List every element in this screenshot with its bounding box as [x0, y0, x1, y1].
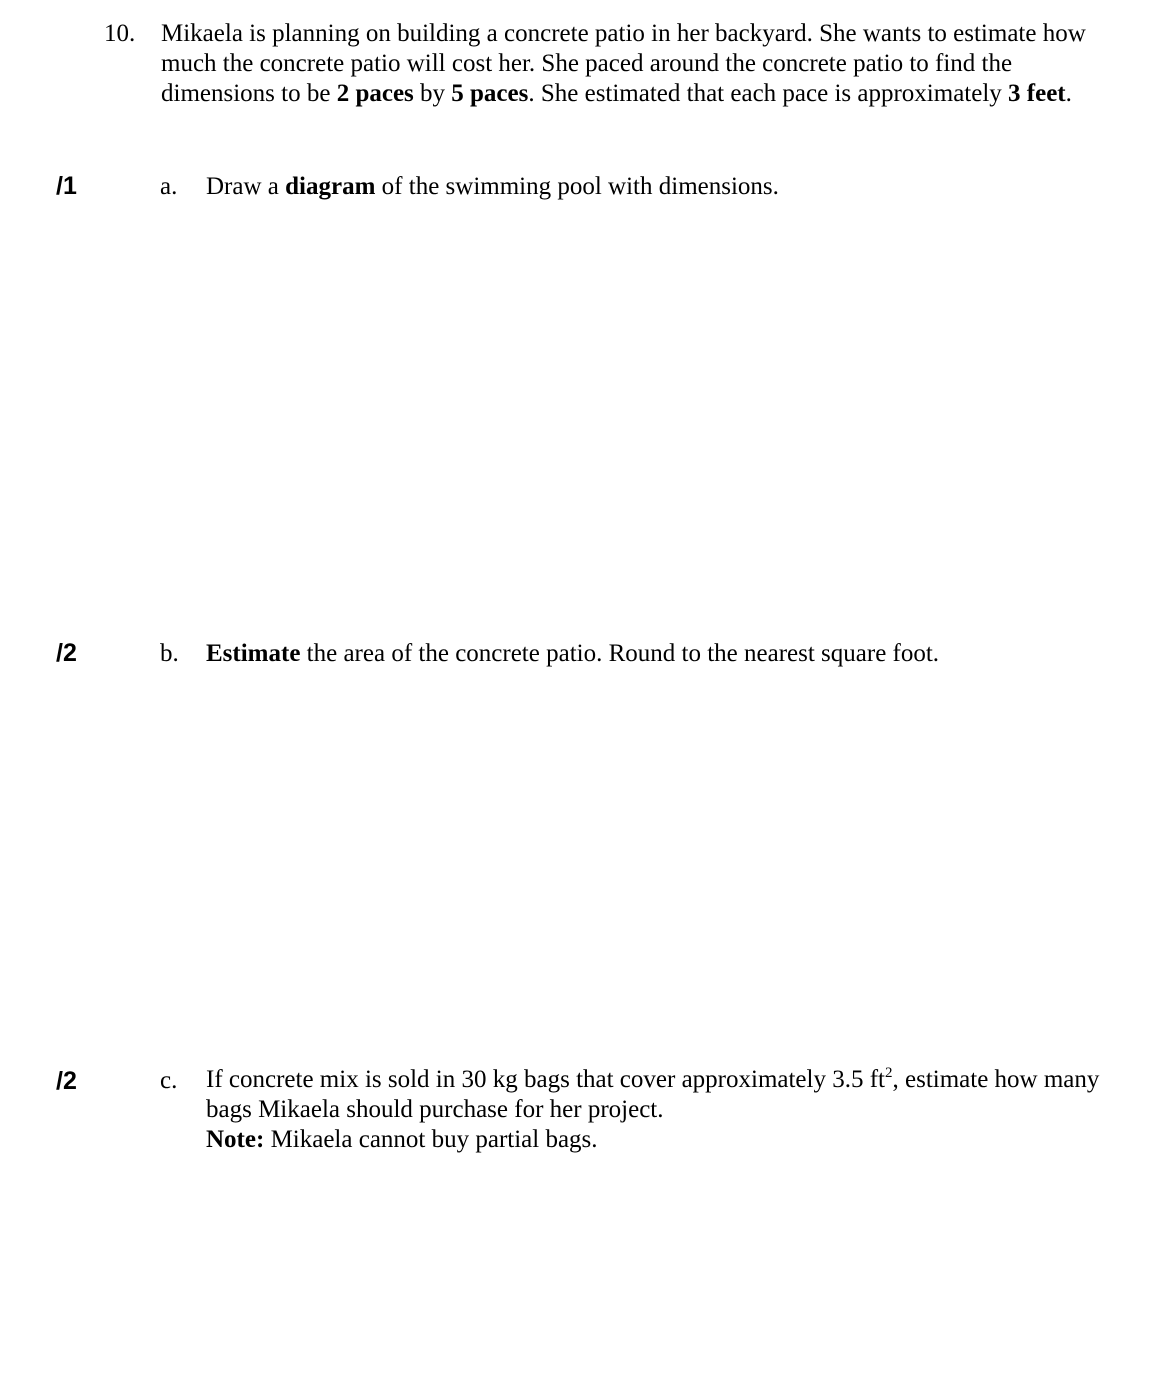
note-text: Mikaela cannot buy partial bags.: [264, 1126, 598, 1153]
pace-length: 3 feet: [1008, 80, 1066, 107]
part-b-text: [206, 639, 1166, 669]
stem-text: by: [413, 80, 452, 107]
part-a-text: [206, 172, 1166, 202]
part-c-text: [206, 1065, 1166, 1155]
marks-part-c: /2: [56, 1067, 77, 1095]
part-b-keyword: Estimate: [206, 640, 301, 667]
part-a-text-2: of the swimming pool with dimensions.: [375, 173, 779, 200]
part-b-text-1: the area of the concrete patio. Round to the nearest square foot.: [300, 640, 940, 667]
part-a-keyword: diagram: [285, 173, 376, 200]
part-a-letter: a.: [160, 173, 178, 200]
stem-text: dimensions to be: [161, 80, 337, 107]
part-c-exponent: 2: [885, 1065, 893, 1081]
marks-part-b: /2: [56, 639, 77, 667]
part-b-letter: b.: [160, 640, 179, 667]
stem-text: . She estimated that each pace is approximately: [528, 80, 1009, 107]
marks-part-a: /1: [56, 172, 77, 200]
part-c-text-2: , estimate how many: [892, 1066, 1100, 1093]
question-stem: [161, 19, 1161, 109]
length-paces: 5 paces: [451, 80, 529, 107]
part-c-line-2: bags Mikaela should purchase for her project.: [206, 1096, 664, 1123]
stem-line-1: Mikaela is planning on building a concrete patio in her backyard. She wants to estimate how: [161, 20, 1086, 47]
part-c-text-1: If concrete mix is sold in 30 kg bags that cover approximately 3.5 ft: [206, 1066, 885, 1093]
note-label: Note:: [206, 1126, 265, 1153]
stem-line-3: [161, 79, 1161, 109]
stem-text: .: [1065, 80, 1072, 107]
stem-line-2: much the concrete patio will cost her. She paced around the concrete patio to find the: [161, 50, 1013, 77]
part-c-letter: c.: [160, 1067, 178, 1094]
width-paces: 2 paces: [336, 80, 414, 107]
part-a-text-1: Draw a: [206, 173, 286, 200]
question-number: 10.: [104, 20, 136, 47]
